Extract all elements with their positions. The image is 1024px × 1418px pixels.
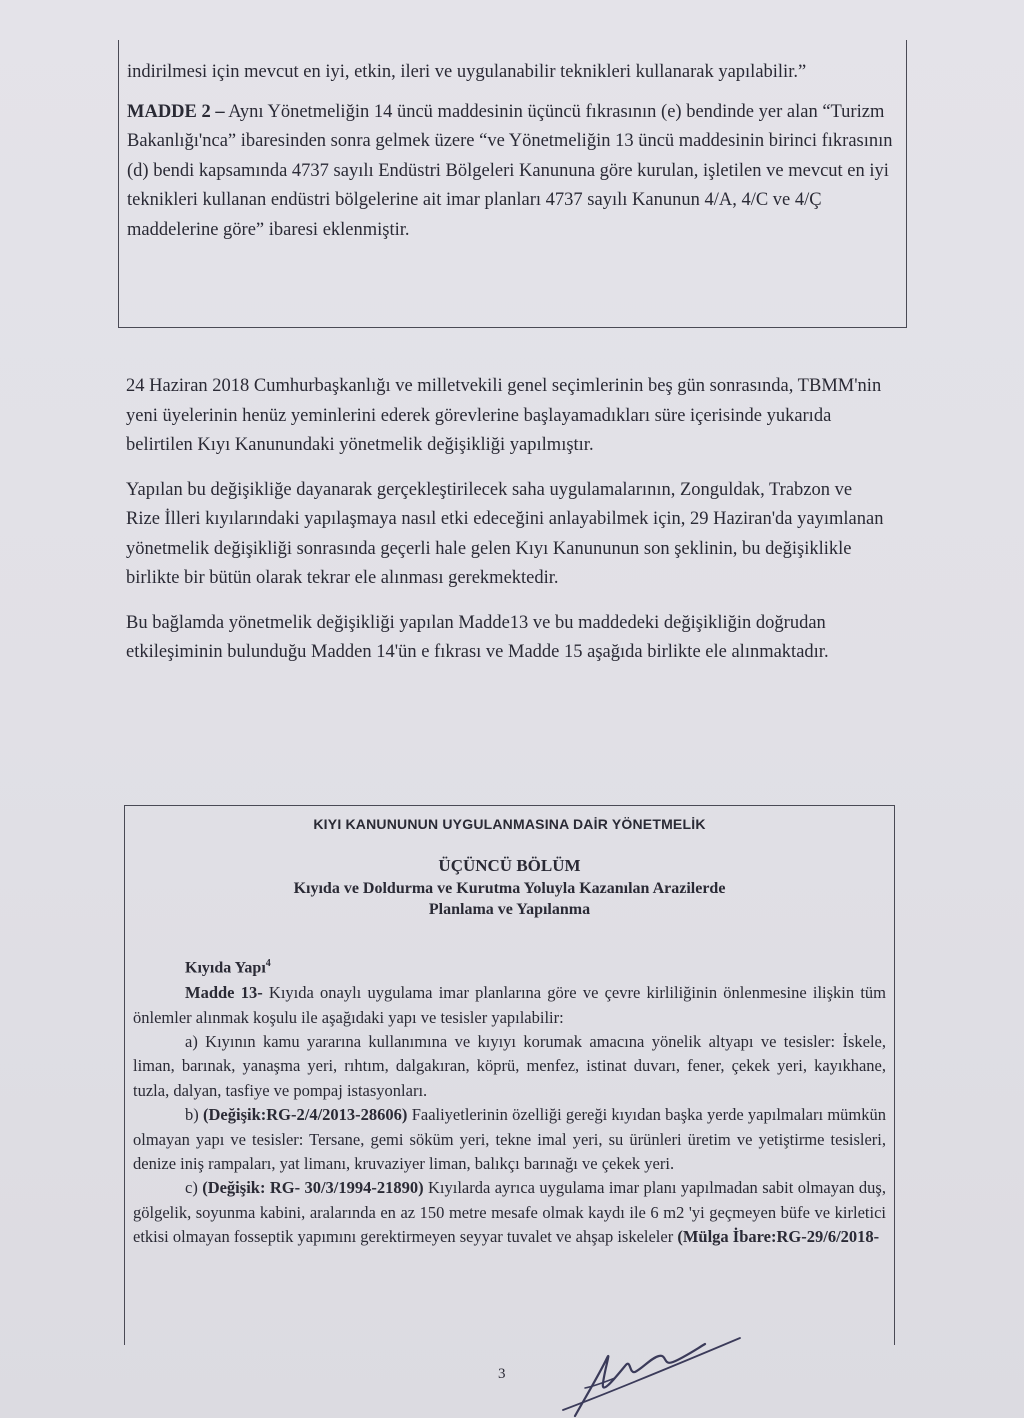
- clause-c-amendment-ref: (Değişik: RG- 30/3/1994-21890): [202, 1178, 424, 1198]
- chapter-subtitle-2: Planlama ve Yapılanma: [428, 901, 591, 919]
- article-title: [185, 952, 886, 981]
- article-13-label: Madde 13-: [185, 983, 263, 1003]
- page-number: 3: [498, 1366, 506, 1382]
- clause-a: a) Kıyının kamu yararına kullanımına ve kıyıyı korumak amacına yönelik altyapı ve tesisler: İskele, liman, barınak, yanaşma yeri, rıhtım, dalgakıran, köprü, menfez, istinat duvarı, fener, çekek yeri, kayıkhane, tuzla, dalyan, tasfiye ve pompaj istasyonları.: [133, 1031, 886, 1100]
- clause-b-text: Faaliyetlerinin özelliği gereği kıyıdan başka yerde yapılmaları mümkün olmayan yapı ve tesisler: Tersane, gemi söküm yeri, tekne imal yeri, su ürünleri üretim ve yetiştirme tesisleri, denize iniş rampaları, yat limanı, kruvaziyer liman, balıkçı barınağı ve çekek yeri.: [133, 1105, 886, 1173]
- article-title-text: Kıyıda Yapı: [185, 959, 266, 977]
- clause-c: [133, 1176, 886, 1249]
- body-paragraph-1: 24 Haziran 2018 Cumhurbaşkanlığı ve milletvekili genel seçimlerinin beş gün sonrasında, TBMM'nin yeni üyelerinin henüz yeminlerini ederek görevlerine başlayamadıkları süre içerisinde yukarıda belirtilen Kıyı Kanunundaki yönetmelik değişikliği yapılmıştır.: [126, 376, 882, 455]
- article-13-intro: [133, 981, 886, 1030]
- clause-b-amendment-ref: (Değişik:RG-2/4/2013-28606): [203, 1105, 408, 1125]
- amendment-paragraph-2: [127, 98, 896, 246]
- clause-c-text: Kıyılarda ayrıca uygulama imar planı yapılmadan sabit olmayan duş, gölgelik, soyunma kabini, aralarında en az 150 metre mesafe olmak kaydı ile 6 m2 'yi geçmeyen büfe ve kirletici etkisi olmayan fosseptik yapımını gerektirmeyen seyyar tuvalet ve ahşap iskeleler: [133, 1178, 886, 1247]
- chapter-heading: ÜÇÜNCÜ BÖLÜM: [438, 856, 581, 876]
- clause-b: [133, 1103, 886, 1176]
- footnote-marker: 4: [265, 958, 271, 970]
- body-paragraph-3: Bu bağlamda yönetmelik değişikliği yapılan Madde13 ve bu maddedeki değişikliğin doğrudan etkileşiminin bulunduğu Madden 14'ün e fıkrası ve Madde 15 aşağıda birlikte ele alınmaktadır.: [126, 612, 829, 662]
- article-2-text: Aynı Yönetmeliğin 14 üncü maddesinin üçüncü fıkrasının (e) bendinde yer alan “Turizm Bakanlığı'nca” ibaresinden sonra gelmek üzere “ve Yönetmeliğin 13 üncü maddesinin birinci fıkrasının (d) bendi kapsamında 4737 sayılı Endüstri Bölgeleri Kanununa göre kurulan, işletilen ve mevcut en iyi teknikleri kullanan endüstri bölgelerine ait imar planları 4737 sayılı Kanunun 4/A, 4/C ve 4/Ç maddelerine göre” ibaresi eklenmiştir.: [127, 101, 893, 240]
- clause-c-prefix: c): [185, 1178, 203, 1198]
- body-text: [126, 372, 886, 683]
- regulation-title: KIYI KANUNUNUN UYGULANMASINA DAİR YÖNETMELİK: [313, 816, 706, 832]
- article-13-text: Kıyıda onaylı uygulama imar planlarına göre ve çevre kirliliğinin önlenmesine ilişkin tüm önlemler alınmak koşulu ile aşağıdaki yapı ve tesisler yapılabilir:: [133, 983, 886, 1027]
- clause-c-repeal-ref: (Mülga İbare:RG-29/6/2018-: [677, 1227, 880, 1247]
- body-paragraph-2: Yapılan bu değişikliğe dayanarak gerçekleştirilecek saha uygulamalarının, Zonguldak, Trabzon ve Rize İlleri kıyılarındaki yapılaşmaya nasıl etki edeceğini anlayabilmek için, 29 Haziran'da yayımlanan yönetmelik değişikliği sonrasında geçerli hale gelen Kıyı Kanununun son şeklinin, bu değişiklikle birlikte bir bütün olarak tekrar ele alınması gerekmektedir.: [126, 479, 884, 588]
- amendment-box: [118, 40, 907, 328]
- handwritten-signature-icon: [555, 1328, 745, 1418]
- article-2-label: MADDE 2 –: [127, 101, 225, 122]
- clause-b-prefix: b): [185, 1105, 204, 1125]
- chapter-subtitle-1: Kıyıda ve Doldurma ve Kurutma Yoluyla Kazanılan Arazilerde: [293, 880, 726, 898]
- regulation-excerpt-box: [124, 805, 895, 1345]
- amendment-paragraph-1: indirilmesi için mevcut en iyi, etkin, ileri ve uygulanabilir teknikleri kullanarak yapılabilir.”: [127, 62, 807, 82]
